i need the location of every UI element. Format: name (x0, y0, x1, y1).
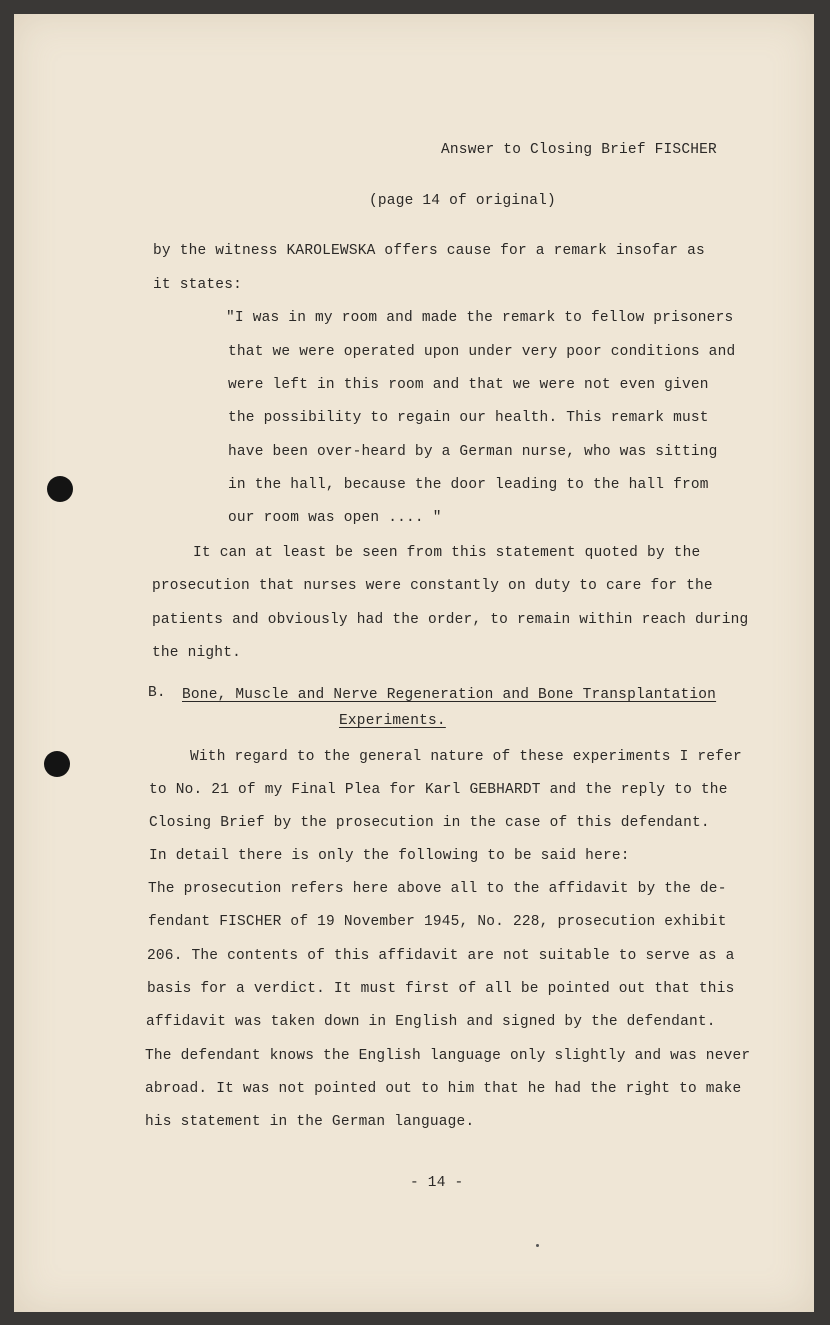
paragraph-line: With regard to the general nature of these experiments I refer (190, 749, 742, 765)
paragraph-line: The defendant knows the English language only slightly and was never (145, 1048, 751, 1064)
paragraph-line: prosecution that nurses were constantly on duty to care for the (152, 578, 713, 594)
intro-line: by the witness KAROLEWSKA offers cause for a remark insofar as (153, 243, 705, 259)
paragraph-line: affidavit was taken down in English and signed by the defendant. (146, 1014, 716, 1030)
paragraph-line: In detail there is only the following to be said here: (149, 848, 630, 864)
page-number: - 14 - (410, 1175, 464, 1191)
paragraph-line: It can at least be seen from this statement quoted by the (193, 545, 701, 561)
section-heading: Bone, Muscle and Nerve Regeneration and Bone Transplantation (182, 687, 717, 703)
section-letter: B. (148, 685, 166, 701)
quote-line: "I was in my room and made the remark to fellow prisoners (226, 310, 734, 326)
quote-line: were left in this room and that we were not even given (228, 377, 709, 393)
intro-line: it states: (153, 277, 243, 293)
quote-line: have been over-heard by a German nurse, who was sitting (228, 444, 718, 460)
paragraph-line: 206. The contents of this affidavit are not suitable to serve as a (147, 948, 735, 964)
quote-line: the possibility to regain our health. This remark must (228, 410, 709, 426)
paragraph-line: The prosecution refers here above all to the affidavit by the de- (148, 881, 727, 897)
page-reference: (page 14 of original) (369, 193, 556, 209)
paragraph-line: to No. 21 of my Final Plea for Karl GEBHARDT and the reply to the (149, 782, 728, 798)
ink-speck (536, 1244, 539, 1247)
quote-line: in the hall, because the door leading to the hall from (228, 477, 709, 493)
paragraph-line: Closing Brief by the prosecution in the case of this defendant. (149, 815, 710, 831)
paragraph-line: patients and obviously had the order, to remain within reach during (152, 612, 749, 628)
quote-line: that we were operated upon under very poor conditions and (228, 344, 736, 360)
quote-line: our room was open .... " (228, 510, 442, 526)
paragraph-line: the night. (152, 645, 242, 661)
paragraph-line: his statement in the German language. (145, 1114, 475, 1130)
paragraph-line: basis for a verdict. It must first of all be pointed out that this (147, 981, 735, 997)
header-title: Answer to Closing Brief FISCHER (441, 142, 717, 158)
punch-hole-top (47, 476, 73, 502)
paragraph-line: abroad. It was not pointed out to him that he had the right to make (145, 1081, 742, 1097)
paragraph-line: fendant FISCHER of 19 November 1945, No. 228, prosecution exhibit (148, 914, 727, 930)
section-heading-continued: Experiments. (339, 713, 446, 729)
punch-hole-bottom (44, 751, 70, 777)
